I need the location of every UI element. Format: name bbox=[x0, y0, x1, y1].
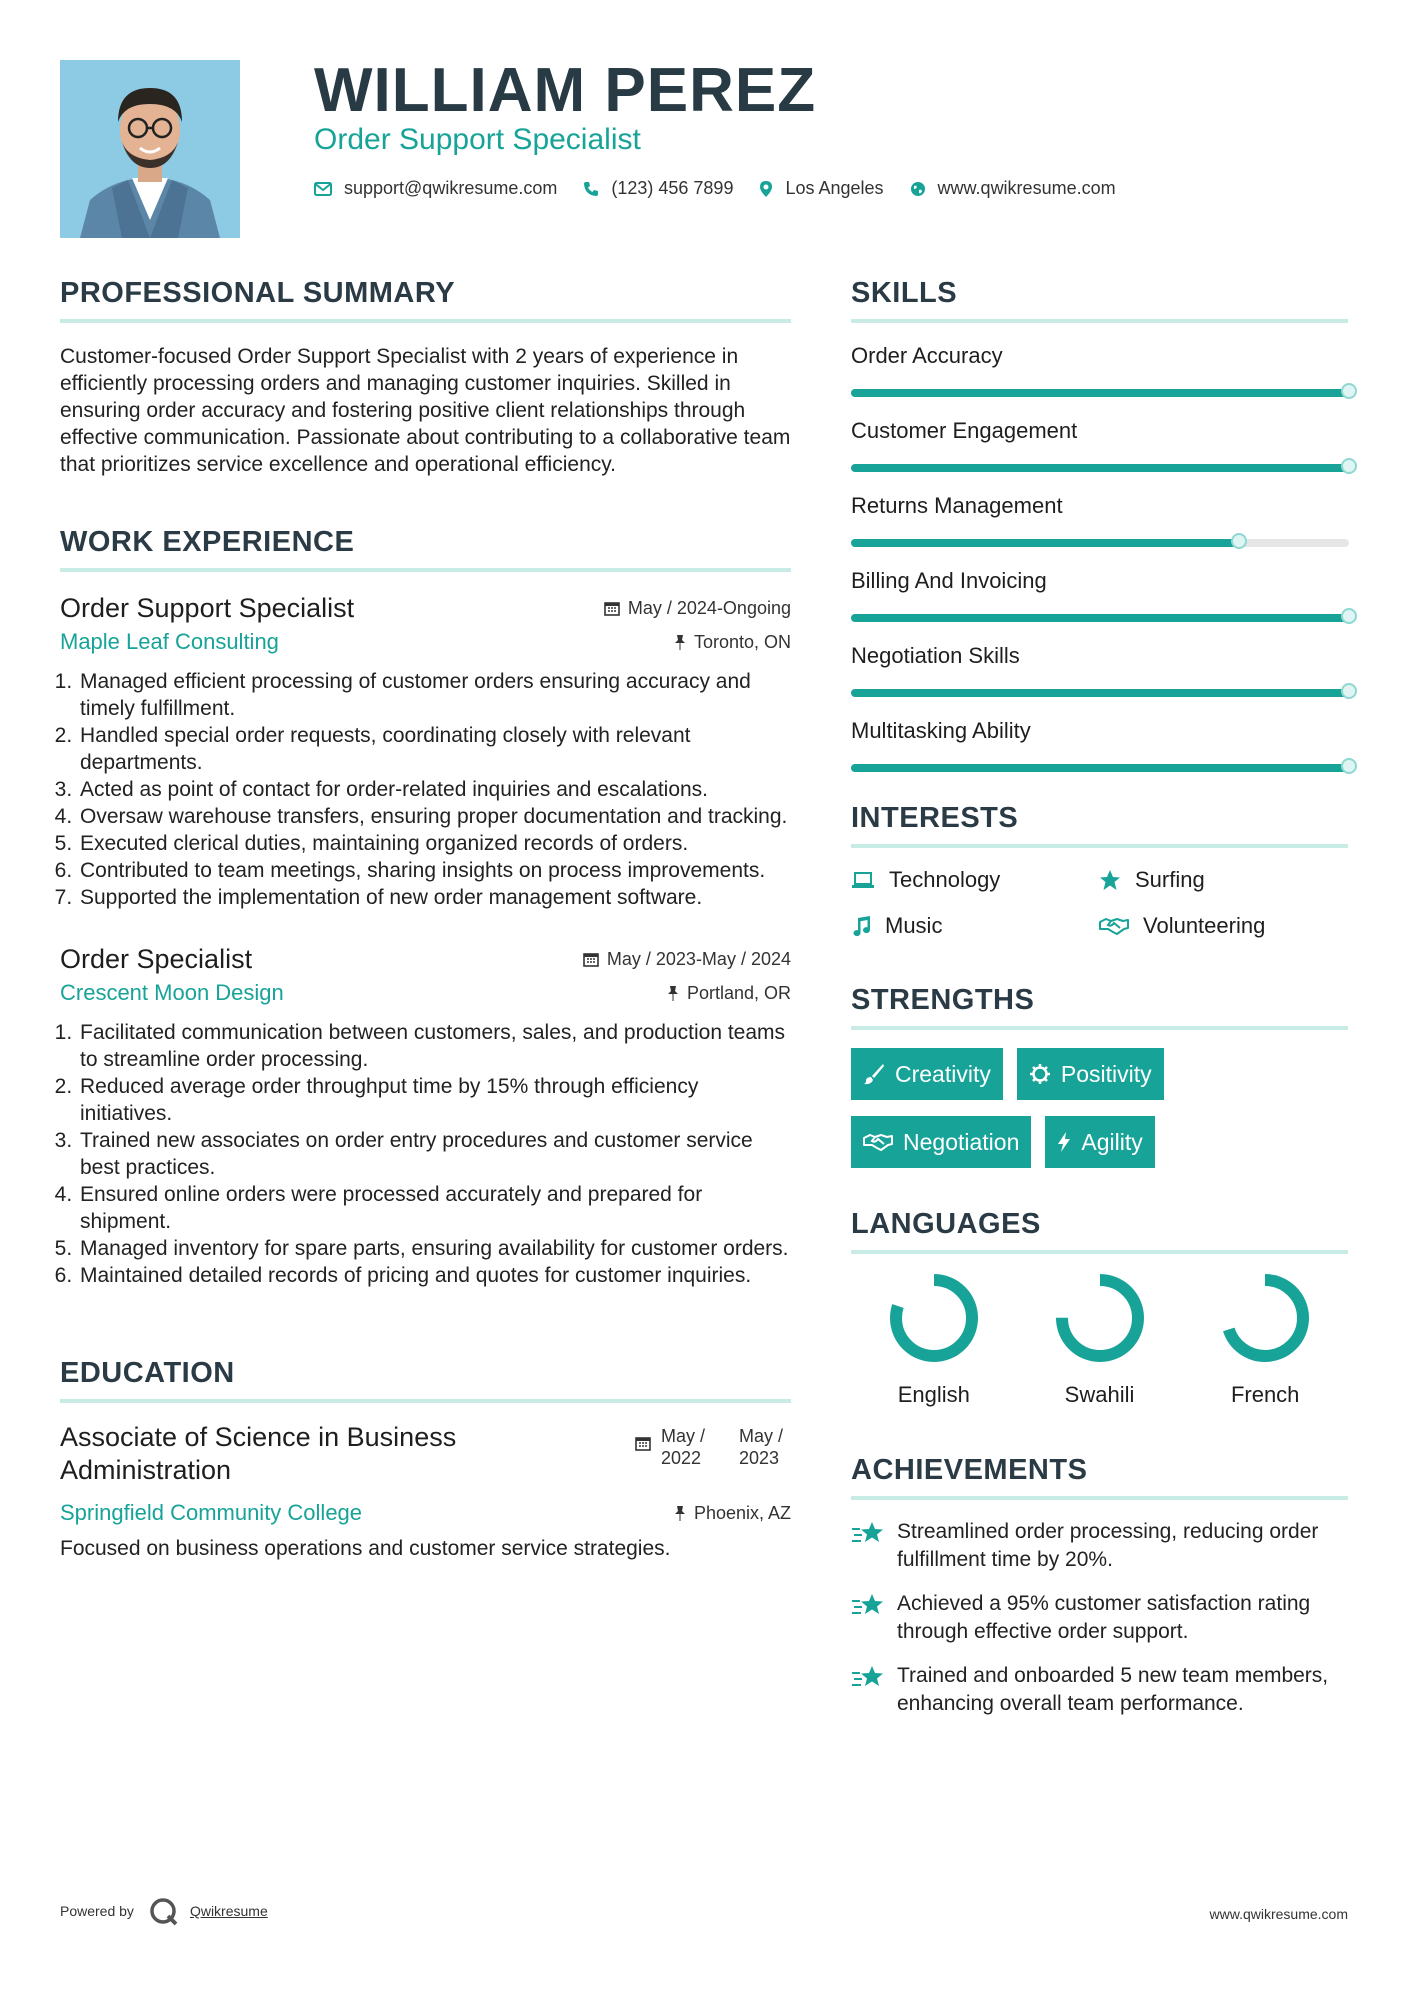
skill-bar-fill bbox=[851, 689, 1349, 697]
education-location-text: Phoenix, AZ bbox=[693, 1502, 791, 1523]
duty-item: 4. Oversaw warehouse transfers, ensuring proper documentation and tracking. bbox=[78, 803, 791, 830]
star-icon bbox=[1099, 869, 1121, 891]
contact-location-text: Los Angeles bbox=[785, 178, 884, 198]
strengths-title: STRENGTHS bbox=[851, 982, 1348, 1030]
interest-item bbox=[1099, 866, 1349, 894]
education-title: EDUCATION bbox=[60, 1355, 791, 1403]
skill-bar-fill bbox=[851, 539, 1239, 547]
laptop-icon bbox=[851, 871, 875, 889]
achievement-item bbox=[851, 1518, 1348, 1574]
calendar-icon bbox=[583, 951, 599, 967]
music-note-icon bbox=[851, 915, 871, 937]
job-title: Order Support Specialist bbox=[60, 593, 355, 623]
duty-item: 2. Handled special order requests, coordinating closely with relevant departments. bbox=[78, 722, 791, 776]
candidate-role: Order Support Specialist bbox=[314, 123, 641, 156]
duty-item: 5. Executed clerical duties, maintaining organized records of orders. bbox=[78, 830, 791, 857]
achievement-item bbox=[851, 1662, 1348, 1718]
skill-label: Customer Engagement bbox=[851, 418, 1078, 443]
strength-label: Creativity bbox=[895, 1060, 991, 1087]
job-location-text: Portland, OR bbox=[686, 982, 791, 1003]
envelope-icon bbox=[314, 182, 332, 196]
strength-tags bbox=[851, 1048, 1348, 1168]
skills-list bbox=[851, 341, 1348, 772]
calendar-icon bbox=[635, 1435, 651, 1451]
handshake-icon bbox=[863, 1132, 893, 1152]
language-label: Swahili bbox=[1064, 1382, 1135, 1407]
job-date bbox=[583, 949, 791, 970]
language-ring-arc bbox=[896, 1280, 972, 1356]
language-label: English bbox=[897, 1382, 970, 1407]
degree-name: Associate of Science in Business Administration bbox=[60, 1422, 457, 1485]
language-item bbox=[1182, 1272, 1348, 1408]
job-date-text: May / 2023-May / 2024 bbox=[606, 948, 791, 969]
school-name: Springfield Community College bbox=[60, 1500, 363, 1525]
skill-label: Order Accuracy bbox=[851, 343, 1003, 368]
skill-item bbox=[851, 416, 1348, 472]
skill-item bbox=[851, 491, 1348, 547]
achievement-text: Achieved a 95% customer satisfaction rating through effective order support. bbox=[897, 1592, 1311, 1643]
job-entry bbox=[60, 941, 791, 1289]
interests-title: INTERESTS bbox=[851, 800, 1348, 848]
language-ring bbox=[1054, 1272, 1146, 1364]
strengths-section bbox=[851, 982, 1348, 1168]
job-location bbox=[674, 632, 791, 653]
shooting-star-icon bbox=[851, 1592, 885, 1620]
strength-tag bbox=[1017, 1048, 1164, 1100]
skill-bar-knob bbox=[1341, 383, 1357, 399]
experience-title: WORK EXPERIENCE bbox=[60, 524, 791, 572]
education-location bbox=[674, 1503, 791, 1524]
education-start: May / 2022 bbox=[661, 1426, 706, 1468]
summary-title: PROFESSIONAL SUMMARY bbox=[60, 275, 791, 323]
interest-label: Surfing bbox=[1135, 867, 1205, 892]
job-location bbox=[667, 983, 791, 1004]
left-column bbox=[60, 275, 791, 1562]
duty-item: 1. Managed efficient processing of customer orders ensuring accuracy and timely fulfillment. bbox=[78, 668, 791, 722]
achievement-text: Streamlined order processing, reducing order fulfillment time by 20%. bbox=[897, 1520, 1319, 1571]
interests-section bbox=[851, 800, 1348, 940]
interest-label: Technology bbox=[889, 867, 1001, 892]
skill-label: Multitasking Ability bbox=[851, 718, 1031, 743]
right-column bbox=[851, 275, 1348, 1734]
skill-bar-fill bbox=[851, 464, 1349, 472]
skill-bar bbox=[851, 389, 1349, 397]
skills-section bbox=[851, 275, 1348, 772]
skill-item bbox=[851, 341, 1348, 397]
interests-grid bbox=[851, 866, 1348, 940]
shooting-star-icon bbox=[851, 1664, 885, 1692]
languages-title: LANGUAGES bbox=[851, 1206, 1348, 1254]
profile-photo bbox=[60, 60, 240, 238]
skill-bar bbox=[851, 614, 1349, 622]
skill-bar-knob bbox=[1341, 683, 1357, 699]
strength-label: Agility bbox=[1081, 1128, 1143, 1155]
strength-label: Negotiation bbox=[903, 1128, 1020, 1155]
interest-label: Music bbox=[885, 913, 943, 938]
map-pin-icon bbox=[759, 180, 773, 198]
skill-label: Returns Management bbox=[851, 493, 1063, 518]
skill-bar bbox=[851, 539, 1349, 547]
language-ring bbox=[888, 1272, 980, 1364]
duty-item: 6. Contributed to team meetings, sharing insights on process improvements. bbox=[78, 857, 791, 884]
education-description: Focused on business operations and customer service strategies. bbox=[60, 1537, 671, 1560]
duty-list bbox=[60, 668, 791, 911]
duty-item: 3. Acted as point of contact for order-related inquiries and escalations. bbox=[78, 776, 791, 803]
skill-bar bbox=[851, 764, 1349, 772]
duty-item: 6. Maintained detailed records of pricing and quotes for customer inquiries. bbox=[78, 1262, 791, 1289]
education-end: May / 2023 bbox=[739, 1426, 784, 1468]
skill-bar bbox=[851, 464, 1349, 472]
strength-label: Positivity bbox=[1060, 1060, 1152, 1087]
achievements-title: ACHIEVEMENTS bbox=[851, 1452, 1348, 1500]
contact-bar bbox=[314, 178, 1142, 199]
footer-url[interactable]: www.qwikresume.com bbox=[1209, 1906, 1348, 1922]
duty-item: 7. Supported the implementation of new order management software. bbox=[78, 884, 791, 911]
company-name: Maple Leaf Consulting bbox=[60, 629, 279, 654]
skill-item bbox=[851, 716, 1348, 772]
language-ring-arc bbox=[1062, 1280, 1138, 1356]
job-location-text: Toronto, ON bbox=[693, 631, 791, 652]
education-section bbox=[60, 1355, 791, 1562]
experience-section bbox=[60, 524, 791, 1289]
pushpin-icon bbox=[674, 1505, 686, 1521]
globe-icon bbox=[910, 181, 926, 197]
calendar-icon bbox=[604, 600, 620, 616]
skill-item bbox=[851, 566, 1348, 622]
shooting-star-icon bbox=[851, 1520, 885, 1548]
contact-email-text: support@qwikresume.com bbox=[344, 178, 558, 198]
contact-website[interactable] bbox=[910, 178, 1116, 199]
languages-section bbox=[851, 1206, 1348, 1408]
job-entry bbox=[60, 590, 791, 911]
duty-item: 5. Managed inventory for spare parts, ensuring availability for customer orders. bbox=[78, 1235, 791, 1262]
education-dates bbox=[635, 1425, 791, 1469]
strength-tag bbox=[1045, 1116, 1154, 1168]
skill-bar bbox=[851, 689, 1349, 697]
language-label: French bbox=[1230, 1382, 1300, 1407]
pushpin-icon bbox=[674, 634, 686, 650]
duty-item: 3. Trained new associates on order entry procedures and customer service best practices. bbox=[78, 1127, 791, 1181]
contact-phone-text: (123) 456 7899 bbox=[611, 178, 734, 198]
interest-item bbox=[1099, 912, 1349, 940]
pushpin-icon bbox=[667, 985, 679, 1001]
handshake-icon bbox=[1099, 916, 1129, 936]
language-ring bbox=[1219, 1272, 1311, 1364]
skill-bar-fill bbox=[851, 614, 1349, 622]
skill-bar-knob bbox=[1341, 458, 1357, 474]
interest-item bbox=[851, 912, 1099, 940]
duty-item: 1. Facilitated communication between customers, sales, and production teams to streamline order processing. bbox=[78, 1019, 791, 1073]
language-item bbox=[1017, 1272, 1183, 1408]
contact-phone[interactable] bbox=[583, 178, 733, 199]
candidate-name: WILLIAM PEREZ bbox=[314, 56, 817, 125]
bolt-icon bbox=[1057, 1131, 1071, 1153]
skill-bar-knob bbox=[1231, 533, 1247, 549]
paintbrush-icon bbox=[863, 1063, 885, 1085]
summary-text: Customer-focused Order Support Specialist with 2 years of experience in efficiently processing orders and managing customer inquiries. Skilled in ensuring order accuracy and fostering positive client relationships through effective communication. Passionate about contributing to a collaborative team that prioritizes service excellence and operational efficiency. bbox=[60, 345, 791, 476]
phone-icon bbox=[583, 181, 599, 197]
duty-list bbox=[60, 1019, 791, 1289]
interest-item bbox=[851, 866, 1099, 894]
job-date bbox=[604, 598, 791, 619]
contact-location bbox=[759, 178, 883, 199]
job-date-text: May / 2024-Ongoing bbox=[627, 597, 791, 618]
interest-label: Volunteering bbox=[1143, 913, 1266, 938]
skill-bar-knob bbox=[1341, 608, 1357, 624]
job-title: Order Specialist bbox=[60, 944, 253, 974]
duty-item: 2. Reduced average order throughput time by 15% through efficiency initiatives. bbox=[78, 1073, 791, 1127]
skill-item bbox=[851, 641, 1348, 697]
skill-label: Negotiation Skills bbox=[851, 643, 1020, 668]
language-list bbox=[851, 1272, 1348, 1408]
duty-item: 4. Ensured online orders were processed accurately and prepared for shipment. bbox=[78, 1181, 791, 1235]
achievement-item bbox=[851, 1590, 1348, 1646]
skill-bar-fill bbox=[851, 389, 1349, 397]
language-ring-arc bbox=[1227, 1280, 1303, 1356]
language-item bbox=[851, 1272, 1017, 1408]
achievements-section bbox=[851, 1452, 1348, 1718]
skills-title: SKILLS bbox=[851, 275, 1348, 323]
gear-icon bbox=[1029, 1063, 1051, 1085]
footer-brand-link[interactable]: Qwikresume bbox=[189, 1903, 268, 1919]
strength-tag bbox=[851, 1116, 1031, 1168]
skill-bar-knob bbox=[1341, 758, 1357, 774]
powered-by-text: Powered by bbox=[60, 1903, 134, 1919]
company-name: Crescent Moon Design bbox=[60, 980, 284, 1005]
contact-email[interactable] bbox=[314, 178, 557, 199]
summary-section bbox=[60, 275, 791, 478]
qwikresume-logo-icon bbox=[148, 1896, 182, 1926]
achievement-text: Trained and onboarded 5 new team members, enhancing overall team performance. bbox=[897, 1664, 1329, 1715]
skill-label: Billing And Invoicing bbox=[851, 568, 1047, 593]
strength-tag bbox=[851, 1048, 1003, 1100]
contact-website-text: www.qwikresume.com bbox=[937, 178, 1116, 198]
skill-bar-fill bbox=[851, 764, 1349, 772]
footer-powered-by bbox=[60, 1896, 268, 1926]
